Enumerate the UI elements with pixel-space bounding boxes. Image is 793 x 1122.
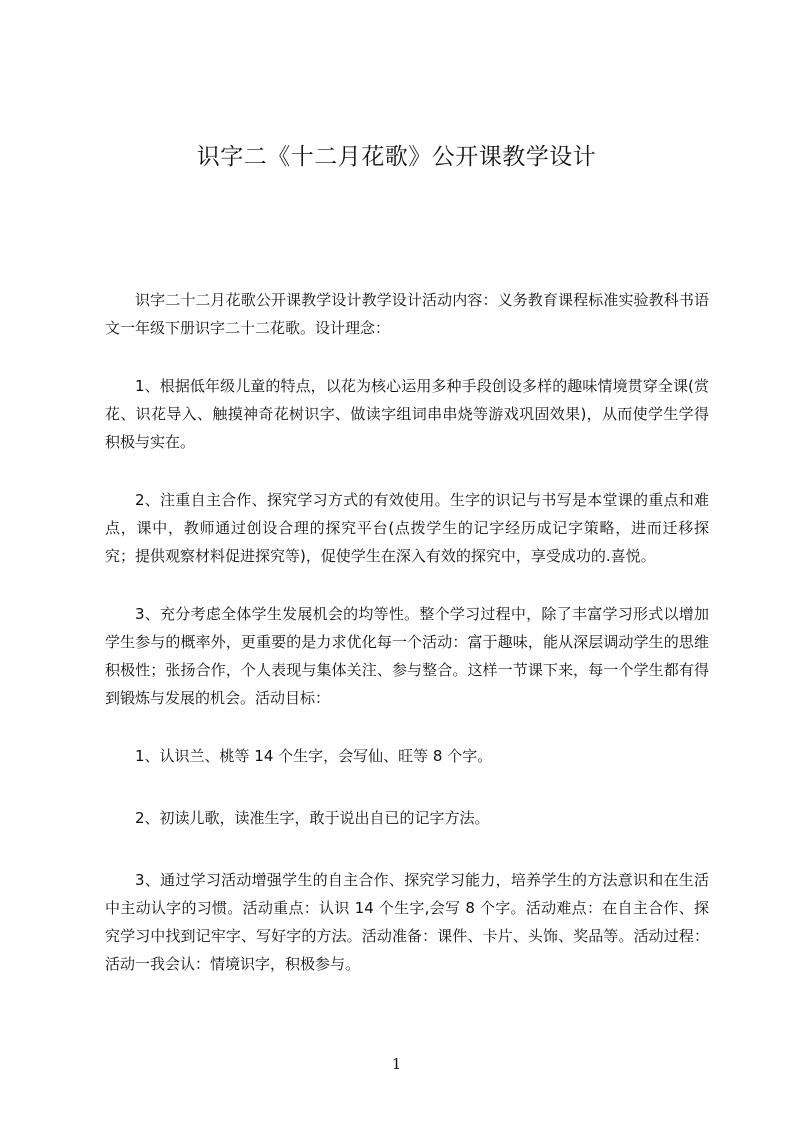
paragraph-concept-2: 2、注重自主合作、探究学习方式的有效使用。生字的识记与书写是本堂课的重点和难点，课中，教师通过创设合理的探究平台(点拨学生的记字经历成记字策略，进而迁移探究；提供观察材料促进探究等)，促使学生在深入有效的探究中，享受成功的.喜悦。	[105, 491, 709, 565]
paragraph-concept-3: 3、充分考虑全体学生发展机会的均等性。整个学习过程中，除了丰富学习形式以增加学生参与的概率外，更重要的是力求优化每一个活动：富于趣味，能从深层调动学生的思维积极性；张扬合作，个人表现与集体关注、参与整合。这样一节课下来，每一个学生都有得到锻炼与发展的机会。活动目标：	[105, 605, 709, 707]
document-title: 识字二《十二月花歌》公开课教学设计	[196, 144, 597, 170]
paragraph-concept-1: 1、根据低年级儿童的特点，以花为核心运用多种手段创设多样的趣味情境贯穿全课(赏花、识花导入、触摸神奇花树识字、做读字组词串串烧等游戏巩固效果)，从而使学生学得积极与实在。	[105, 377, 709, 451]
paragraph-intro: 识字二十二月花歌公开课教学设计教学设计活动内容：义务教育课程标准实验教科书语文一年级下册识字二十二花歌。设计理念：	[105, 291, 709, 337]
paragraph-goal-1: 1、认识兰、桃等 14 个生字，会写仙、旺等 8 个字。	[135, 747, 493, 765]
page-number: 1	[391, 1055, 402, 1073]
document-body	[105, 286, 709, 1008]
paragraph-goal-2: 2、初读儿歌，读准生字，敢于说出自已的记字方法。	[135, 809, 490, 827]
paragraph-goal-3: 3、通过学习活动增强学生的自主合作、探究学习能力，培养学生的方法意识和在生活中主动认字的习惯。活动重点：认识 14 个生字,会写 8 个字。活动难点：在自主合作、探究学习中找到记牢字、写好字的方法。活动准备：课件、卡片、头饰、奖品等。活动过程：活动一我会认：情境识字，积极参与。	[105, 871, 709, 973]
